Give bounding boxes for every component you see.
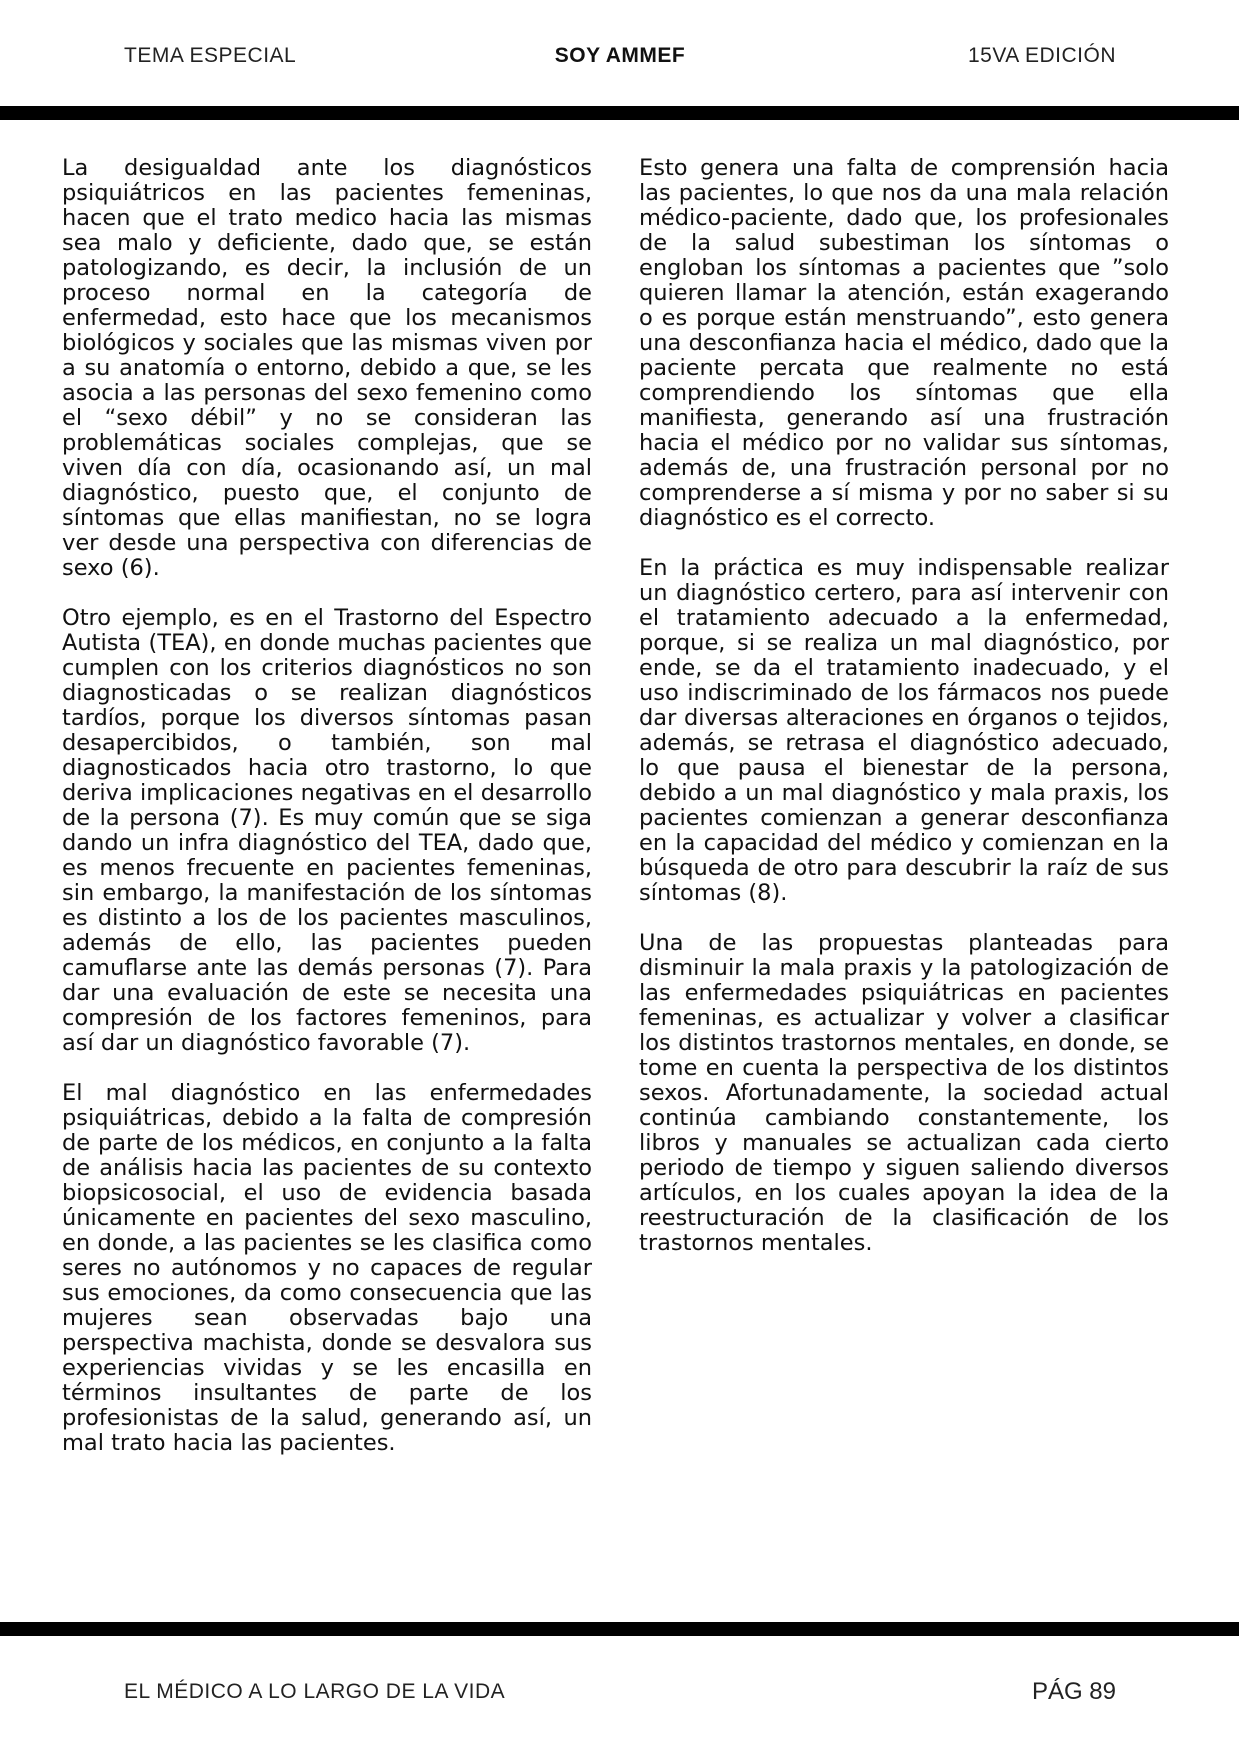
paragraph: Esto genera una falta de comprensión hacia las pacientes, lo que nos da una mala relación médico-paciente, dado que, los profesionales de la salud subestiman los síntomas o engloban los síntomas a pacientes que ”solo quieren llamar la atención, están exagerando o es porque están menstruando”, esto genera una desconfianza hacia el médico, dado que la paciente percata que realmente no está comprendiendo los síntomas que ella manifiesta, generando así una frustración hacia el médico por no validar sus síntomas, además de, una frustración personal por no comprenderse a sí misma y por no saber si su diagnóstico es el correcto. (639, 155, 1169, 531)
page-number: PÁG 89 (1031, 1678, 1116, 1705)
left-column (62, 156, 592, 1481)
paragraph: En la práctica es muy indispensable realizar un diagnóstico certero, para así intervenir con el tratamiento adecuado a la enfermedad, porque, si se realiza un mal diagnóstico, por ende, se da el tratamiento inadecuado, y el uso indiscriminado de los fármacos nos puede dar diversas alteraciones en órganos o tejidos, además, se retrasa el diagnóstico adecuado, lo que pausa el bienestar de la persona, debido a un mal diagnóstico y mala praxis, los pacientes comienzan a generar desconfianza en la capacidad del médico y comienzan en la búsqueda de otro para descubrir la raíz de sus síntomas (8). (639, 555, 1169, 906)
paragraph: El mal diagnóstico en las enfermedades psiquiátricas, debido a la falta de compresión de parte de los médicos, en conjunto a la falta de análisis hacia las pacientes de su contexto biopsicosocial, el uso de evidencia basada únicamente en pacientes del sexo masculino, en donde, a las pacientes se les clasifica como seres no autónomos y no capaces de regular sus emociones, da como consecuencia que las mujeres sean observadas bajo una perspectiva machista, donde se desvalora sus experiencias vividas y se les encasilla en términos insultantes de parte de los profesionistas de la salud, generando así, un mal trato hacia las pacientes. (62, 1080, 592, 1456)
page-footer (124, 1678, 1116, 1710)
footer-title: EL MÉDICO A LO LARGO DE LA VIDA (124, 1680, 506, 1703)
section-label: TEMA ESPECIAL (124, 44, 297, 67)
header-divider (0, 106, 1239, 120)
paragraph: Otro ejemplo, es en el Trastorno del Espectro Autista (TEA), en donde muchas pacientes que cumplen con los criterios diagnósticos no son diagnosticadas o se realizan diagnósticos tardíos, porque los diversos síntomas pasan desapercibidos, o también, son mal diagnosticados hacia otro trastorno, lo que deriva implicaciones negativas en el desarrollo de la persona (7). Es muy común que se siga dando un infra diagnóstico del TEA, dado que, es menos frecuente en pacientes femeninas, sin embargo, la manifestación de los síntomas es distinto a los de los pacientes masculinos, además de ello, las pacientes pueden camuflarse ante las demás personas (7). Para dar una evaluación de este se necesita una compresión de los factores femeninos, para así dar un diagnóstico favorable (7). (62, 605, 592, 1056)
paragraph: La desigualdad ante los diagnósticos psiquiátricos en las pacientes femeninas, hacen que el trato medico hacia las mismas sea malo y deficiente, dado que, se están patologizando, es decir, la inclusión de un proceso normal en la categoría de enfermedad, esto hace que los mecanismos biológicos y sociales que las mismas viven por a su anatomía o entorno, debido a que, se les asocia a las personas del sexo femenino como el “sexo débil” y no se consideran las problemáticas sociales complejas, que se viven día con día, ocasionando así, un mal diagnóstico, puesto que, el conjunto de síntomas que ellas manifiestan, no se logra ver desde una perspectiva con diferencias de sexo (6). (62, 155, 592, 581)
page-header (124, 44, 1116, 74)
footer-divider (0, 1622, 1239, 1636)
magazine-title: SOY AMMEF (554, 44, 686, 67)
edition-label: 15VA EDICIÓN (968, 44, 1116, 67)
paragraph: Una de las propuestas planteadas para disminuir la mala praxis y la patologización de las enfermedades psiquiátricas en pacientes femeninas, es actualizar y volver a clasificar los distintos trastornos mentales, en donde, se tome en cuenta la perspectiva de los distintos sexos. Afortunadamente, la sociedad actual continúa cambiando constantemente, los libros y manuales se actualizan cada cierto periodo de tiempo y siguen saliendo diversos artículos, en los cuales apoyan la idea de la reestructuración de la clasificación de los trastornos mentales. (639, 930, 1169, 1256)
right-column (639, 156, 1169, 1281)
